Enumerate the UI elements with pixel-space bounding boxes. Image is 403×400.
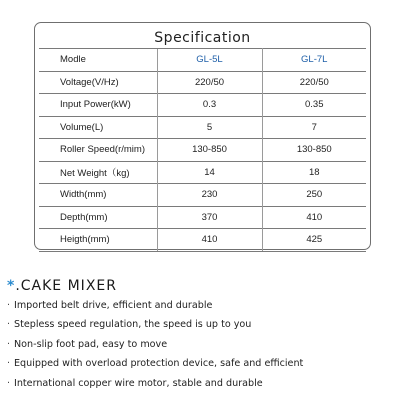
row-label: Roller Speed(r/mim) bbox=[39, 139, 157, 162]
model-1-name: GL-5L bbox=[157, 49, 262, 72]
table-row bbox=[39, 161, 366, 184]
list-item bbox=[7, 319, 303, 338]
row-label: Voltage(V/Hz) bbox=[39, 71, 157, 94]
specification-table bbox=[39, 48, 366, 252]
row-label: Width(mm) bbox=[39, 184, 157, 207]
list-item bbox=[7, 300, 303, 319]
bullet-icon: · bbox=[7, 377, 11, 389]
model-2-name: GL-7L bbox=[262, 49, 366, 72]
bullet-icon: · bbox=[7, 319, 11, 331]
cell-value: 220/50 bbox=[262, 71, 366, 94]
table-row bbox=[39, 184, 366, 207]
row-label: Heigth(mm) bbox=[39, 229, 157, 252]
product-title bbox=[7, 278, 117, 294]
row-label: Net Weight（kg) bbox=[39, 161, 157, 184]
table-row-model bbox=[39, 49, 366, 72]
feature-text: Stepless speed regulation, the speed is up to you bbox=[14, 319, 252, 331]
table-row bbox=[39, 116, 366, 139]
cell-value: 5 bbox=[157, 116, 262, 139]
feature-text: Imported belt drive, efficient and durable bbox=[14, 300, 213, 311]
cell-value: 220/50 bbox=[157, 71, 262, 94]
row-label: Modle bbox=[39, 49, 157, 72]
cell-value: 130-850 bbox=[157, 139, 262, 162]
cell-value: 0.35 bbox=[262, 94, 366, 117]
table-row bbox=[39, 229, 366, 252]
cell-value: 370 bbox=[157, 206, 262, 229]
feature-text: Equipped with overload protection device, safe and efficient bbox=[14, 358, 304, 370]
cell-value: 14 bbox=[157, 161, 262, 184]
bullet-icon: · bbox=[7, 338, 11, 350]
row-label: Input Power(kW) bbox=[39, 94, 157, 117]
cell-value: 7 bbox=[262, 116, 366, 139]
cell-value: 410 bbox=[262, 206, 366, 229]
row-label: Volume(L) bbox=[39, 116, 157, 139]
table-row bbox=[39, 206, 366, 229]
list-item bbox=[7, 378, 303, 397]
cell-value: 250 bbox=[262, 184, 366, 207]
product-title-text: .CAKE MIXER bbox=[15, 278, 117, 294]
feature-text: International copper wire motor, stable and durable bbox=[14, 377, 263, 389]
specification-title: Specification bbox=[154, 30, 251, 46]
cell-value: 410 bbox=[157, 229, 262, 252]
feature-text: Non-slip foot pad, easy to move bbox=[14, 338, 168, 350]
cell-value: 425 bbox=[262, 229, 366, 252]
feature-list bbox=[7, 300, 303, 397]
cell-value: 18 bbox=[262, 161, 366, 184]
list-item bbox=[7, 358, 303, 377]
table-row bbox=[39, 139, 366, 162]
cell-value: 130-850 bbox=[262, 139, 366, 162]
row-label: Depth(mm) bbox=[39, 206, 157, 229]
cell-value: 0.3 bbox=[157, 94, 262, 117]
cell-value: 230 bbox=[157, 184, 262, 207]
specification-card bbox=[34, 22, 371, 250]
list-item bbox=[7, 339, 303, 358]
star-icon: * bbox=[7, 278, 16, 294]
bullet-icon: · bbox=[7, 300, 11, 311]
table-row bbox=[39, 71, 366, 94]
bullet-icon: · bbox=[7, 358, 11, 370]
table-row bbox=[39, 94, 366, 117]
